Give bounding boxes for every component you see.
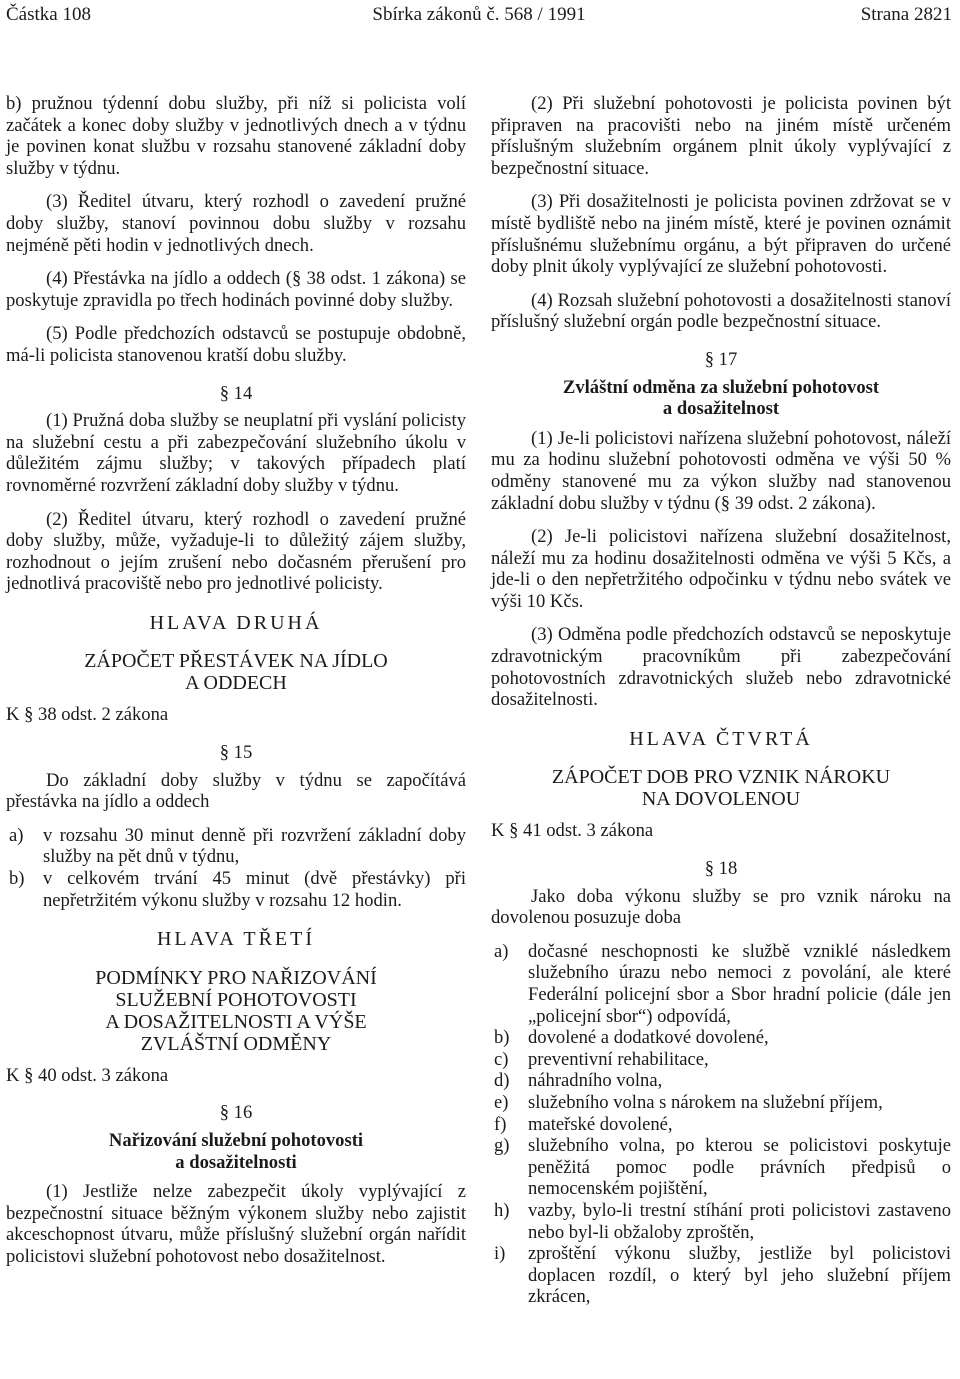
- collection-title: Sbírka zákonů č. 568 / 1991: [372, 4, 586, 25]
- list-item: [491, 1114, 951, 1136]
- paragraph: (4) Přestávka na jídlo a oddech (§ 38 odst. 1 zákona) se poskytuje zpravidla po třech hodinách povinné doby služby.: [6, 268, 466, 311]
- list-item: [491, 941, 951, 1027]
- list-marker: b): [494, 1027, 510, 1049]
- page-number: Strana 2821: [860, 4, 952, 25]
- chapter-title-line: A ODDECH: [185, 672, 287, 695]
- list-item-text: dočasné neschopnosti ke službě vzniklé následkem služebního úrazu nebo nemoci z povolání, ale které Federální policejní sbor a Sbor hradní policie (dále jen „policejní sbor“) odpovídá,: [528, 940, 951, 1027]
- chapter-heading: HLAVA DRUHÁ: [149, 611, 323, 634]
- paragraph: (3) Při dosažitelnosti je policista povinen zdržovat se v místě bydliště nebo na jiném místě, které je povinen oznámit příslušnému služebnímu orgánu, a být připraven do určené doby plnit úkoly vyplývající ze služební pohotovosti.: [491, 191, 951, 278]
- list-marker: a): [9, 824, 24, 846]
- section-heading: § 17: [704, 348, 738, 370]
- paragraph: Jako doba výkonu služby se pro vznik nároku na dovolenou posuzuje doba: [491, 885, 951, 929]
- paragraph: (3) Ředitel útvaru, který rozhodl o zavedení pružné doby služby, stanoví povinnou dobu služby v rozsahu nejméně pěti hodin v jednotlivých dnech.: [6, 191, 466, 256]
- list-item: [491, 1092, 951, 1114]
- chapter-title-line: SLUŽEBNÍ POHOTOVOSTI: [115, 988, 357, 1011]
- law-reference: K § 38 odst. 2 zákona: [6, 704, 169, 726]
- paragraph: (5) Podle předchozích odstavců se postupuje obdobně, má-li policista stanovenou kratší dobu služby.: [6, 323, 466, 366]
- list-marker: h): [494, 1199, 510, 1221]
- law-reference: K § 40 odst. 3 zákona: [6, 1064, 169, 1086]
- section-title: [491, 377, 951, 420]
- section-title: [6, 1130, 466, 1173]
- paragraph: Do základní doby služby v týdnu se započítává přestávka na jídlo a oddech: [6, 769, 466, 813]
- section-heading: § 16: [219, 1102, 253, 1124]
- list-item: [491, 1200, 951, 1243]
- list-item-text: v celkovém trvání 45 minut (dvě přestávky) při nepřetržitém výkonu služby v rozsahu 12 hodin.: [43, 868, 466, 911]
- section-heading: § 18: [704, 858, 738, 880]
- list-item-text: preventivní rehabilitace,: [528, 1048, 709, 1070]
- list-item-text: služebního volna, po kterou se policistovi poskytuje peněžitá pomoc podle právních předpisů o nemocenském pojištění,: [528, 1135, 951, 1200]
- chapter-title: [6, 650, 466, 694]
- list-marker: c): [494, 1048, 509, 1070]
- chapter-title-line: ZÁPOČET DOB PRO VZNIK NÁROKU: [551, 766, 891, 789]
- list-item: [6, 868, 466, 911]
- chapter-title-line: ZVLÁŠTNÍ ODMĚNY: [140, 1032, 332, 1055]
- list-item-text: náhradního volna,: [528, 1070, 663, 1092]
- paragraph: (1) Jestliže nelze zabezpečit úkoly vyplývající z bezpečnostní situace běžným výkonem služby nebo zajistit akceschopnost útvaru, může příslušný služební orgán nařídit policistovi služební pohotovost nebo dosažitelnost.: [6, 1181, 466, 1267]
- paragraph: (2) Ředitel útvaru, který rozhodl o zavedení pružné doby služby, může, vyžaduje-li to důležitý zájem služby, rozhodnout o jejím zrušení nebo dočasném přerušení pro jednotlivá pracoviště nebo pro jednotlivé policisty.: [6, 508, 466, 595]
- chapter-title-line: NA DOVOLENOU: [641, 788, 801, 811]
- paragraph: (1) Pružná doba služby se neuplatní při vyslání policisty na služební cestu a při zabezpečování služebního úkolu v důležitém zájmu služby; v takových případech platí rovnoměrné rozvržení základní doby služby v týdnu.: [6, 410, 466, 496]
- list-item-text: v rozsahu 30 minut denně při rozvržení základní doby služby na pět dnů v týdnu,: [43, 824, 466, 868]
- right-column: [491, 93, 951, 1320]
- section-title-line: Zvláštní odměna za služební pohotovost: [562, 376, 880, 398]
- list-item-text: vazby, bylo-li trestní stíhání proti policistovi zastaveno nebo byl-li obžaloby zproštěn,: [528, 1199, 951, 1243]
- chapter-title: [491, 766, 951, 810]
- left-column: [6, 93, 466, 1280]
- law-reference: K § 41 odst. 3 zákona: [491, 820, 654, 842]
- list-marker: b): [9, 868, 25, 890]
- section-title-line: Nařizování služební pohotovosti: [108, 1130, 364, 1151]
- chapter-heading: HLAVA ČTVRTÁ: [629, 727, 813, 750]
- chapter-title-line: A DOSAŽITELNOSTI A VÝŠE: [105, 1010, 367, 1033]
- paragraph: (4) Rozsah služební pohotovosti a dosažitelnosti stanoví příslušný služební orgán podle bezpečnostní situace.: [491, 289, 951, 333]
- list-item-text: mateřské dovolené,: [528, 1113, 673, 1135]
- list-item: [491, 1049, 951, 1071]
- section-title-line: a dosažitelnosti: [175, 1151, 297, 1173]
- list-marker: a): [494, 940, 509, 962]
- list-marker: e): [494, 1091, 509, 1113]
- section-heading: § 14: [219, 382, 253, 404]
- paragraph: (3) Odměna podle předchozích odstavců se neposkytuje zdravotnickým pracovníkům při zabezpečování pohotovostních zdravotnických služeb nebo zdravotnické dosažitelnosti.: [491, 624, 951, 711]
- list-item: [491, 1027, 951, 1049]
- item-list: [6, 825, 466, 911]
- list-marker: d): [494, 1070, 510, 1092]
- issue-number: Částka 108: [6, 4, 91, 25]
- chapter-title-line: PODMÍNKY PRO NAŘIZOVÁNÍ: [95, 966, 377, 989]
- chapter-title: [6, 967, 466, 1055]
- list-item: [491, 1070, 951, 1092]
- list-item: [491, 1243, 951, 1308]
- section-heading: § 15: [219, 742, 253, 764]
- item-list: [491, 941, 951, 1308]
- list-item-text: služebního volna s nárokem na služební příjem,: [528, 1091, 883, 1113]
- list-item-text: zproštění výkonu služby, jestliže byl policistovi doplacen rozdíl, o který byl jeho služební příjem zkrácen,: [528, 1243, 951, 1308]
- page-header: [6, 4, 952, 30]
- list-marker: g): [494, 1135, 510, 1157]
- chapter-heading: HLAVA TŘETÍ: [156, 928, 316, 951]
- paragraph: (2) Při služební pohotovosti je policista povinen být připraven na pracovišti nebo na jiném místě určeném příslušným služebním orgánem plnit úkoly vyplývající z bezpečnostní situace.: [491, 93, 951, 179]
- paragraph: b) pružnou týdenní dobu služby, při níž si policista volí začátek a konec doby služby v jednotlivých dnech a v týdnu je povinen konat službu v rozsahu stanovené základní doby služby v týdnu.: [6, 93, 466, 179]
- list-item: [491, 1135, 951, 1200]
- section-title-line: a dosažitelnost: [662, 398, 780, 420]
- paragraph: (2) Je-li policistovi nařízena služební dosažitelnost, náleží mu za hodinu dosažitelnosti odměna ve výši 5 Kčs, a jde-li o den nepřetržitého odpočinku v týdnu nebo svátek ve výši 10 Kčs.: [491, 526, 951, 612]
- chapter-title-line: ZÁPOČET PŘESTÁVEK NA JÍDLO: [84, 650, 388, 673]
- list-marker: f): [494, 1113, 507, 1135]
- list-marker: i): [494, 1243, 506, 1265]
- list-item-text: dovolené a dodatkové dovolené,: [528, 1027, 769, 1049]
- list-item: [6, 825, 466, 868]
- paragraph: (1) Je-li policistovi nařízena služební pohotovost, náleží mu za hodinu služební pohotovosti odměna ve výši 50 % odměny stanovené mu za výkon služby nad stanovenou základní dobu služby v týdnu (§ 39 odst. 2 zákona).: [491, 427, 951, 514]
